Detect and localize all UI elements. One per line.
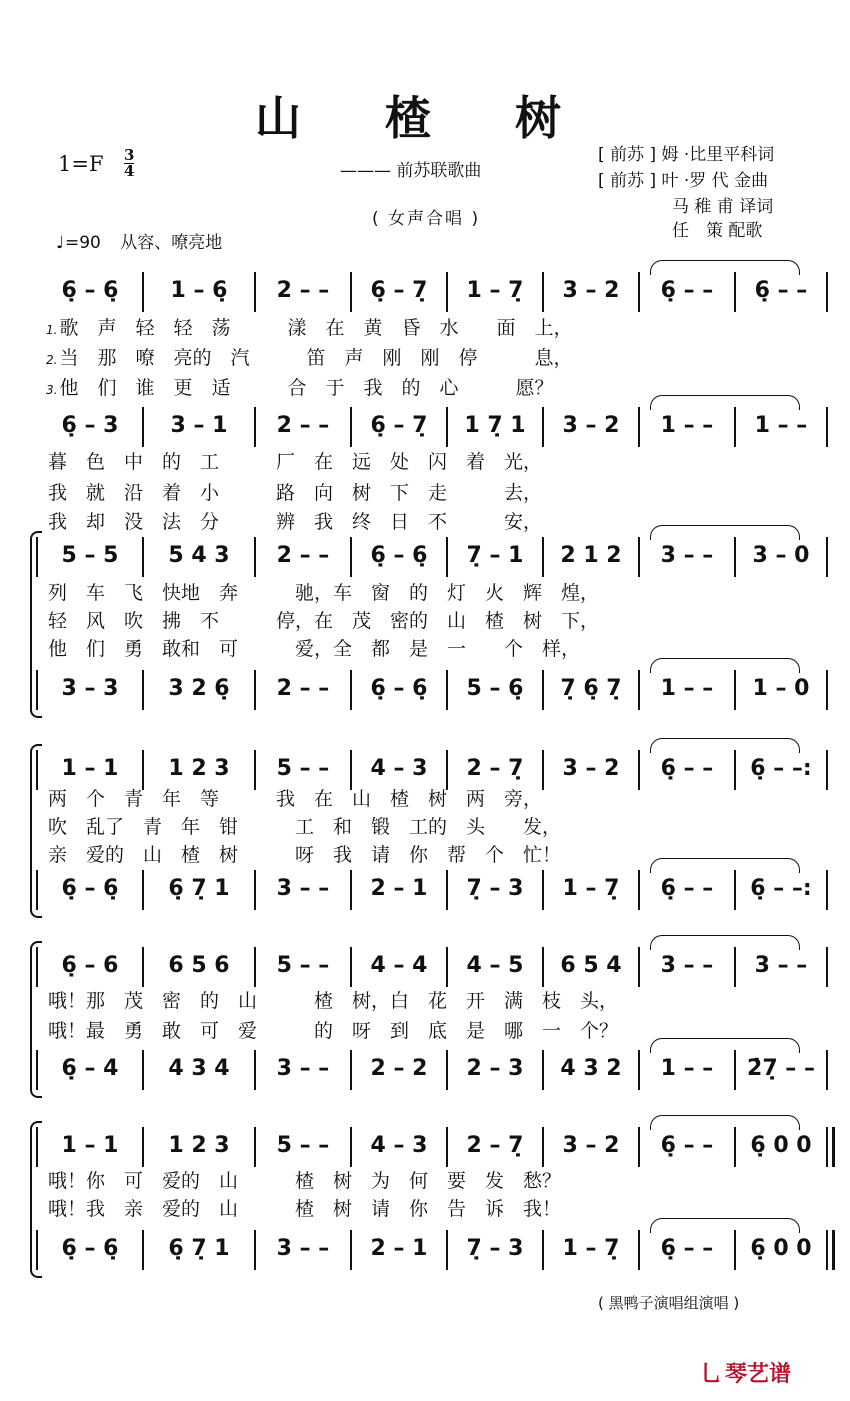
bar-line <box>142 272 144 312</box>
bar-line <box>36 750 38 790</box>
bar-line <box>254 1230 256 1270</box>
measure-notes: 3 – – <box>660 543 714 568</box>
measure-notes: 1 2 3 <box>168 1133 230 1158</box>
lyric-text: 暮 色 中 的 工 厂 在 远 处 闪 着 光， <box>48 451 543 473</box>
measure-notes: 1 – 6̣ <box>170 278 228 303</box>
measure-notes: 6̣ – 6 <box>61 953 119 978</box>
measure-notes: 5 – 6̣ <box>466 676 524 701</box>
measure-notes: 3 2 6̣ <box>168 676 230 701</box>
verse-number: 3. <box>46 383 58 397</box>
bar-line <box>446 1230 448 1270</box>
measure-notes: 3 – – <box>276 1236 330 1261</box>
verse-number: 2. <box>46 353 58 367</box>
bar-line <box>542 272 544 312</box>
measure-notes: 2 – 7̣ <box>466 1133 524 1158</box>
credit-arranger: 任 策 配歌 <box>672 221 763 241</box>
measure-notes: 6̣ – – <box>660 1236 714 1261</box>
tie-slur <box>650 260 800 275</box>
lyric-text: 吹 乱了 青 年 钳 工 和 锻 工的 头 发， <box>48 816 562 838</box>
measure-notes: 1 – – <box>660 676 714 701</box>
credit-translator: 马 稚 甫 译词 <box>672 197 774 217</box>
bar-line <box>734 750 736 790</box>
measure-notes: 2 – 3 <box>466 1056 524 1081</box>
lyric-text: 哦！最 勇 敢 可 爱 的 呀 到 底 是 哪 一 个？ <box>48 1020 619 1042</box>
quarter-note-icon: ♩ <box>56 233 65 253</box>
lyric-line <box>46 343 572 370</box>
bar-line <box>350 870 352 910</box>
measure-notes: 2 – – <box>276 676 330 701</box>
bar-line <box>446 272 448 312</box>
performer-credit: ( 黑鸭子演唱组演唱 ) <box>598 1294 740 1312</box>
subtitle: ——— 前苏联歌曲 <box>340 161 482 181</box>
bar-line <box>36 537 38 577</box>
bar-line <box>36 1230 38 1270</box>
bar-line <box>446 670 448 710</box>
measure-notes: 6̣ – 6̣ <box>370 676 428 701</box>
credit-lyricist: [ 前苏 ] 姆 ·比里平科词 <box>598 145 775 165</box>
bar-line <box>142 670 144 710</box>
measure-notes: 6̣ – –: <box>750 876 812 901</box>
score-line <box>36 1125 826 1169</box>
measure-notes: 2 – – <box>276 413 330 438</box>
measure-notes: 2 – – <box>276 278 330 303</box>
measure-notes: 6 5 4 <box>560 953 622 978</box>
tie-slur <box>650 395 800 410</box>
tie-slur <box>650 1038 800 1053</box>
measure-notes: 3 – 2 <box>562 756 620 781</box>
measure-notes: 3 – 3 <box>61 676 119 701</box>
score-line <box>36 868 826 912</box>
lyric-line <box>46 812 561 839</box>
measure-notes: 1 – 7̣ <box>562 1236 620 1261</box>
bar-line <box>734 1127 736 1167</box>
tempo-text: 从容、嘹亮地 <box>120 233 223 253</box>
measure-notes: 3 – – <box>660 953 714 978</box>
lyric-line <box>46 507 542 534</box>
bar-line <box>638 750 640 790</box>
bar-line <box>734 1050 736 1090</box>
lyric-line <box>46 606 599 633</box>
bar-line <box>734 537 736 577</box>
bar-line <box>254 870 256 910</box>
verse-number: 1. <box>46 323 58 337</box>
measure-notes: 1 – 7̣ <box>466 278 524 303</box>
measure-notes: 6̣ – 6̣ <box>61 876 119 901</box>
bar-line <box>826 1127 828 1167</box>
bar-line <box>638 870 640 910</box>
measure-notes: 3 – – <box>754 953 808 978</box>
bar-line <box>446 407 448 447</box>
bar-line <box>446 947 448 987</box>
measure-notes: 6̣ – – <box>660 876 714 901</box>
bar-line <box>142 870 144 910</box>
measure-notes: 1 – – <box>660 1056 714 1081</box>
lyric-line <box>46 447 542 474</box>
lyric-text: 哦！那 茂 密 的 山 楂 树，白 花 开 满 枝 头， <box>48 990 619 1012</box>
bar-line <box>638 947 640 987</box>
bar-line <box>350 1127 352 1167</box>
score-line <box>36 535 826 579</box>
tie-slur <box>650 658 800 673</box>
score-line <box>36 405 826 449</box>
bar-line <box>254 1127 256 1167</box>
measure-notes: 4 – 4 <box>370 953 428 978</box>
logo-text: 琴艺谱 <box>725 1362 792 1387</box>
measure-notes: 2 – 7̣ <box>466 756 524 781</box>
measure-notes: 6̣ – 7̣ <box>370 278 428 303</box>
bar-line <box>826 1230 828 1270</box>
lyric-line <box>46 986 618 1013</box>
bar-line <box>446 1050 448 1090</box>
bar-line <box>826 272 828 312</box>
measure-notes: 6̣ – 6̣ <box>61 1236 119 1261</box>
measure-notes: 6̣ 0 0 <box>750 1236 812 1261</box>
measure-notes: 4 – 3 <box>370 756 428 781</box>
lyric-line <box>46 1016 618 1043</box>
bar-line <box>542 537 544 577</box>
lyric-text: 哦！我 亲 爱的 山 楂 树 请 你 告 诉 我！ <box>48 1198 562 1220</box>
bar-line <box>446 537 448 577</box>
measure-notes: 6̣ – – <box>754 278 808 303</box>
lyric-line <box>46 840 561 867</box>
bar-line <box>638 272 640 312</box>
bar-line <box>638 1230 640 1270</box>
bar-line <box>446 1127 448 1167</box>
tie-slur <box>650 858 800 873</box>
measure-notes: 1 2 3 <box>168 756 230 781</box>
bar-line <box>350 407 352 447</box>
bar-line <box>826 870 828 910</box>
bar-line <box>142 947 144 987</box>
bar-line <box>826 670 828 710</box>
time-signature <box>124 148 134 179</box>
time-signature-bottom: 4 <box>124 162 135 180</box>
bar-line <box>542 870 544 910</box>
lyric-text: 轻 风 吹 拂 不 停，在 茂 密的 山 楂 树 下， <box>48 610 600 632</box>
lyric-text: 他 们 勇 敢和 可 爱，全 都 是 一 个 样， <box>48 638 581 660</box>
measure-notes: 1 – 0 <box>752 676 810 701</box>
bar-line <box>542 750 544 790</box>
bar-line <box>638 1127 640 1167</box>
bar-line <box>36 670 38 710</box>
tie-slur <box>650 935 800 950</box>
measure-notes: 6̣ – 6̣ <box>370 543 428 568</box>
lyric-line <box>46 373 553 400</box>
lyric-line <box>46 478 542 505</box>
bar-line <box>542 1127 544 1167</box>
bar-line <box>734 670 736 710</box>
measure-notes: 6̣ – 4 <box>61 1056 119 1081</box>
lyric-text: 我 就 沿 着 小 路 向 树 下 走 去， <box>48 482 543 504</box>
measure-notes: 3 – 2 <box>562 278 620 303</box>
bar-line <box>350 537 352 577</box>
bar-line <box>36 1127 38 1167</box>
score-line <box>36 668 826 712</box>
logo-mark-icon: 乚 <box>700 1362 723 1387</box>
key-signature: 1=F <box>58 152 104 176</box>
lyric-line <box>46 784 542 811</box>
measure-notes: 7̣ – 1 <box>466 543 524 568</box>
time-signature-top: 3 <box>124 146 135 164</box>
measure-notes: 3 – 0 <box>752 543 810 568</box>
measure-notes: 6̣ 7̣ 1 <box>168 876 230 901</box>
lyric-line <box>46 1194 561 1221</box>
bar-line <box>254 1050 256 1090</box>
measure-notes: 6 5 6 <box>168 953 230 978</box>
bar-line <box>254 407 256 447</box>
measure-notes: 3 – – <box>276 1056 330 1081</box>
measure-notes: 4 3 2 <box>560 1056 622 1081</box>
bar-line <box>254 272 256 312</box>
bar-line <box>638 670 640 710</box>
lyric-line <box>46 634 580 661</box>
measure-notes: 5 – 5 <box>61 543 119 568</box>
measure-notes: 3 – 2 <box>562 1133 620 1158</box>
score-line <box>36 1228 826 1272</box>
measure-notes: 7̣ – 3 <box>466 876 524 901</box>
bar-line <box>350 1050 352 1090</box>
measure-notes: 2̇7̣ – – <box>747 1056 815 1081</box>
bar-line <box>254 537 256 577</box>
final-bar-line <box>832 1127 835 1167</box>
lyric-text: 当 那 嘹 亮的 汽 笛 声 刚 刚 停 息， <box>59 347 573 369</box>
measure-notes: 4 – 3 <box>370 1133 428 1158</box>
lyric-text: 亲 爱的 山 楂 树 呀 我 请 你 帮 个 忙！ <box>48 844 562 866</box>
score-line <box>36 945 826 989</box>
bar-line <box>142 407 144 447</box>
measure-notes: 1 7̣ 1 <box>464 413 526 438</box>
measure-notes: 6̣ – 7̣ <box>370 413 428 438</box>
lyric-text: 歌 声 轻 轻 荡 漾 在 黄 昏 水 面 上， <box>59 317 573 339</box>
bar-line <box>638 1050 640 1090</box>
lyric-line <box>46 1166 561 1193</box>
credit-composer: [ 前苏 ] 叶 ·罗 代 金曲 <box>598 171 769 191</box>
lyric-line <box>46 313 572 340</box>
bar-line <box>254 947 256 987</box>
bar-line <box>734 272 736 312</box>
measure-notes: 5 4 3 <box>168 543 230 568</box>
measure-notes: 2 1 2 <box>560 543 622 568</box>
measure-notes: 6̣ – 3 <box>61 413 119 438</box>
lyric-text: 我 却 没 法 分 辨 我 终 日 不 安， <box>48 511 543 533</box>
measure-notes: 1 – 1 <box>61 1133 119 1158</box>
measure-notes: 4 3 4 <box>168 1056 230 1081</box>
song-title: 山 楂 树 <box>254 91 596 145</box>
lyric-line <box>46 578 599 605</box>
lyric-text: 列 车 飞 快地 奔 驰，车 窗 的 灯 火 辉 煌， <box>48 582 600 604</box>
measure-notes: 1 – 7̣ <box>562 876 620 901</box>
score-line <box>36 270 826 314</box>
bar-line <box>826 407 828 447</box>
measure-notes: 6̣ – – <box>660 756 714 781</box>
bar-line <box>254 670 256 710</box>
bar-line <box>734 870 736 910</box>
final-bar-line <box>832 1230 835 1270</box>
bar-line <box>36 870 38 910</box>
bar-line <box>542 1230 544 1270</box>
lyric-text: 他 们 谁 更 适 合 于 我 的 心 愿？ <box>59 377 554 399</box>
site-logo <box>700 1357 791 1388</box>
measure-notes: 6̣ – – <box>660 278 714 303</box>
lyric-text: 两 个 青 年 等 我 在 山 楂 树 两 旁， <box>48 788 543 810</box>
bar-line <box>542 670 544 710</box>
bar-line <box>734 1230 736 1270</box>
bar-line <box>446 870 448 910</box>
measure-notes: 5 – – <box>276 1133 330 1158</box>
bar-line <box>36 1050 38 1090</box>
score-line <box>36 1048 826 1092</box>
tie-slur <box>650 738 800 753</box>
bar-line <box>826 750 828 790</box>
measure-notes: 1 – – <box>754 413 808 438</box>
bar-line <box>734 407 736 447</box>
bar-line <box>734 947 736 987</box>
bar-line <box>826 537 828 577</box>
measure-notes: 2 – 2 <box>370 1056 428 1081</box>
bar-line <box>142 537 144 577</box>
bar-line <box>350 947 352 987</box>
bar-line <box>826 947 828 987</box>
measure-notes: 2 – – <box>276 543 330 568</box>
measure-notes: 5 – – <box>276 756 330 781</box>
tie-slur <box>650 1115 800 1130</box>
bar-line <box>350 670 352 710</box>
measure-notes: 3 – 1 <box>170 413 228 438</box>
bar-line <box>542 1050 544 1090</box>
measure-notes: 6̣ 0 0 <box>750 1133 812 1158</box>
lyric-text: 哦！你 可 爱的 山 楂 树 为 何 要 发 愁？ <box>48 1170 562 1192</box>
bar-line <box>638 537 640 577</box>
measure-notes: 6̣ – – <box>660 1133 714 1158</box>
tempo-value: =90 <box>65 233 101 253</box>
bar-line <box>142 1127 144 1167</box>
measure-notes: 6̣ 7̣ 1 <box>168 1236 230 1261</box>
measure-notes: 1 – 1 <box>61 756 119 781</box>
bar-line <box>350 272 352 312</box>
measure-notes: 5 – – <box>276 953 330 978</box>
measure-notes: 7̣ 6̣ 7̣ <box>560 676 622 701</box>
voice-type: ( 女声合唱 ) <box>372 209 481 229</box>
measure-notes: 2 – 1 <box>370 876 428 901</box>
measure-notes: 1 – – <box>660 413 714 438</box>
bar-line <box>36 947 38 987</box>
tie-slur <box>650 1218 800 1233</box>
measure-notes: 6̣ – 6̣ <box>61 278 119 303</box>
bar-line <box>542 407 544 447</box>
bar-line <box>826 1050 828 1090</box>
bar-line <box>638 407 640 447</box>
measure-notes: 6̣ – –: <box>750 756 812 781</box>
measure-notes: 4 – 5 <box>466 953 524 978</box>
measure-notes: 2 – 1 <box>370 1236 428 1261</box>
tie-slur <box>650 525 800 540</box>
measure-notes: 3 – 2 <box>562 413 620 438</box>
bar-line <box>142 1230 144 1270</box>
bar-line <box>350 1230 352 1270</box>
tempo-marking <box>56 228 222 253</box>
bar-line <box>542 947 544 987</box>
bar-line <box>142 1050 144 1090</box>
measure-notes: 3 – – <box>276 876 330 901</box>
measure-notes: 7̣ – 3 <box>466 1236 524 1261</box>
